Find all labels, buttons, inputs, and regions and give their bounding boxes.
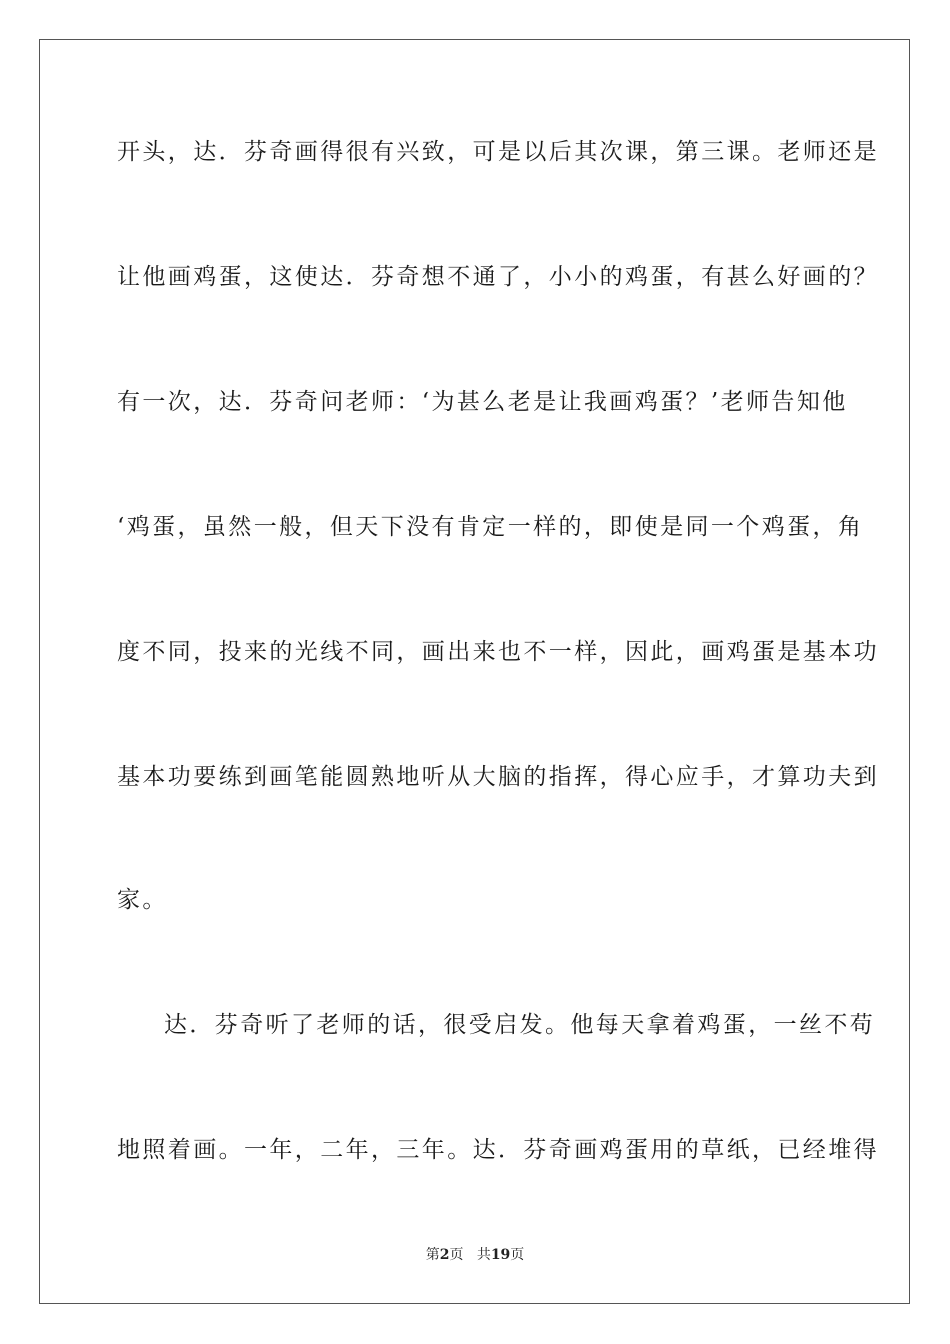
text-line-3: 有一次，达．芬奇问老师：‘为甚么老是让我画鸡蛋？’老师告知他 [117, 389, 848, 415]
total-label-suffix: 页 [510, 1247, 525, 1263]
current-page-number: 2 [439, 1247, 450, 1263]
page-footer [0, 1245, 950, 1265]
text-line-7: 家。 [117, 887, 168, 913]
text-line-5: 度不同，投来的光线不同，画出来也不一样，因此，画鸡蛋是基本功 [117, 639, 879, 665]
text-line-1: 开头，达．芬奇画得很有兴致，可是以后其次课，第三课。老师还是 [117, 139, 879, 165]
page-label-suffix: 页 [449, 1247, 464, 1263]
text-line-6: 基本功要练到画笔能圆熟地听从大脑的指挥，得心应手，才算功夫到 [117, 764, 879, 790]
text-line-4: ‘鸡蛋，虽然一般，但天下没有肯定一样的，即使是同一个鸡蛋，角 [117, 514, 864, 540]
page-border [39, 39, 910, 1304]
text-line-2: 让他画鸡蛋，这使达．芬奇想不通了，小小的鸡蛋，有甚么好画的？ [117, 264, 879, 290]
text-line-9: 地照着画。一年，二年，三年。达．芬奇画鸡蛋用的草纸，已经堆得 [117, 1137, 879, 1163]
page-label-prefix: 第 [425, 1247, 440, 1263]
total-label-prefix: 共 [476, 1247, 491, 1263]
total-page-count: 19 [490, 1247, 511, 1263]
paragraph-first-line: 达．芬奇听了老师的话，很受启发。他每天拿着鸡蛋，一丝不苟 [164, 1012, 876, 1038]
